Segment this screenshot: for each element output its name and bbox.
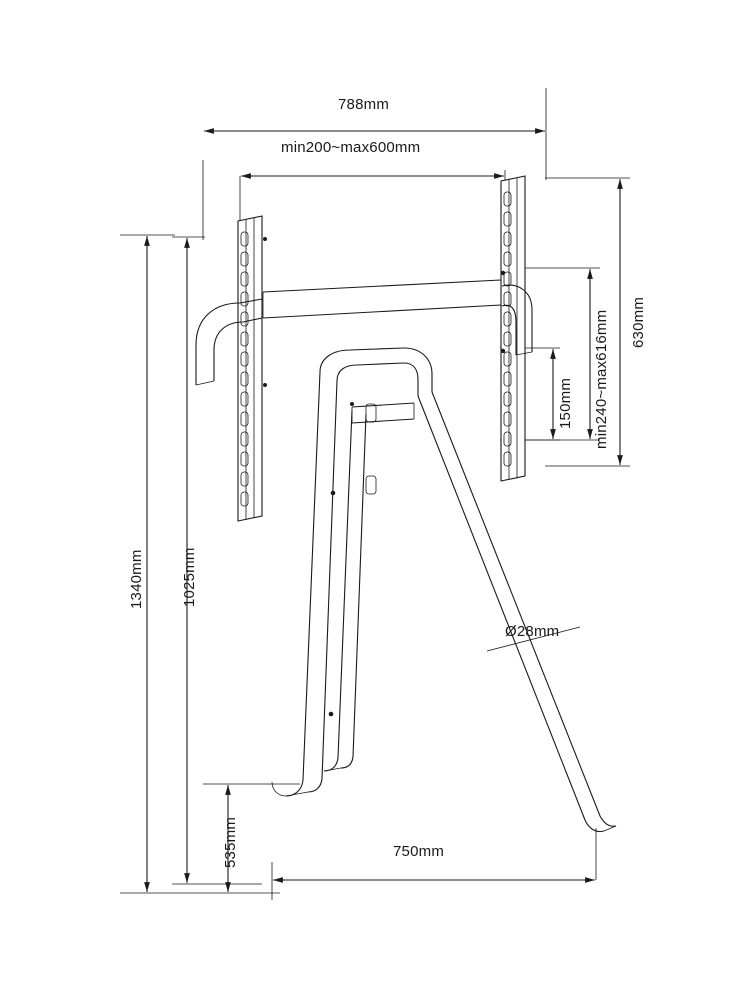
witness-lines bbox=[120, 88, 630, 900]
dim-vesa-width-label: min200~max600mm bbox=[281, 139, 421, 156]
dim-tube-diameter-label: Ø28mm bbox=[505, 623, 560, 640]
joint-markers bbox=[263, 237, 505, 716]
right-mount-bracket bbox=[501, 176, 525, 481]
dim-bracket-offset-label: 150mm bbox=[557, 377, 574, 429]
dim-leg-depth-label: 535mm bbox=[222, 816, 239, 868]
horizontal-crossbar bbox=[263, 280, 501, 318]
dim-overall-width-label: 788mm bbox=[338, 96, 390, 113]
left-mount-bracket bbox=[238, 216, 262, 521]
connector-bar bbox=[352, 403, 414, 494]
mid-left-leg bbox=[324, 410, 366, 771]
dim-total-height-label: 1340mm bbox=[128, 549, 145, 609]
front-left-leg bbox=[272, 372, 337, 796]
stand-geometry bbox=[196, 176, 616, 832]
dim-vesa-height-label: min240~max616mm bbox=[593, 309, 610, 449]
dim-mount-height-label: 1025mm bbox=[181, 547, 198, 607]
dim-panel-height-label: 630mm bbox=[630, 296, 647, 348]
dimension-lines bbox=[147, 131, 620, 892]
dim-base-width-label: 750mm bbox=[393, 843, 445, 860]
